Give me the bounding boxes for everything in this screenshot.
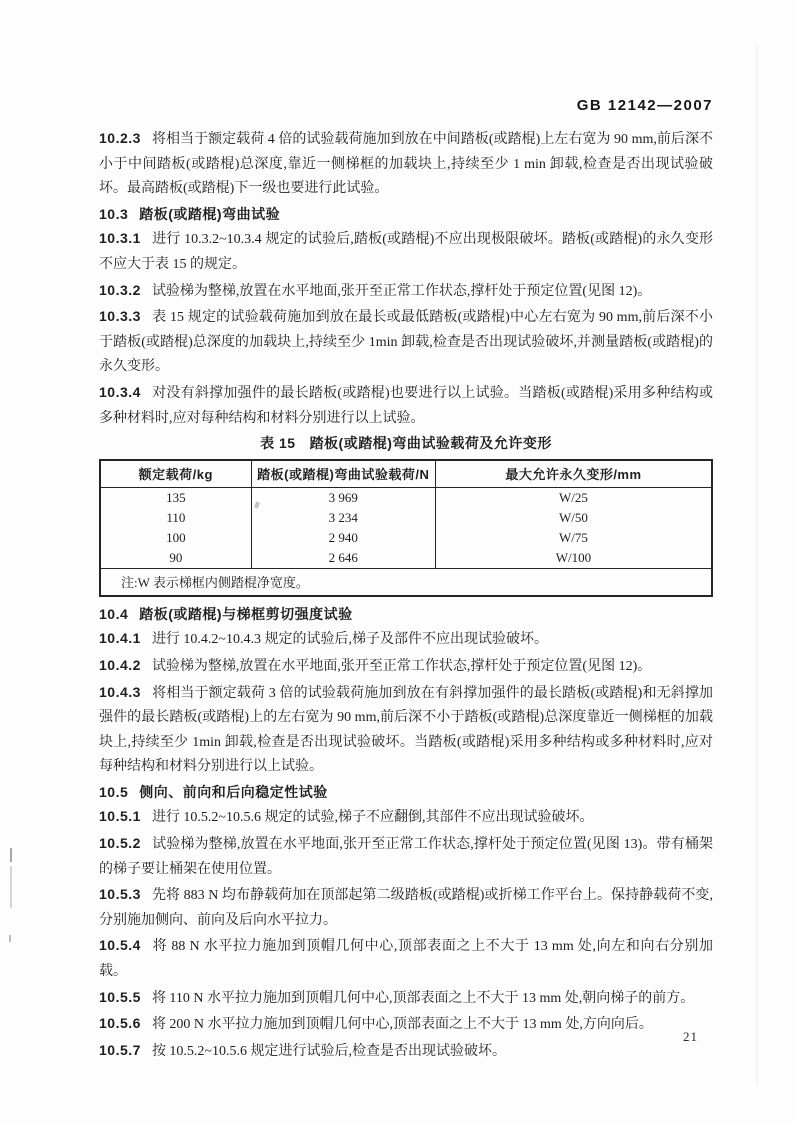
col-header-rated-load: 额定载荷/kg [100,460,251,488]
cell-test-load: 2 940 [251,528,435,548]
clause-10-5-7 [99,1038,713,1065]
clause-10-4-3 [99,680,713,780]
cell-deformation: W/25 [435,487,712,508]
clause-10-3-1 [99,226,713,277]
col-header-max-permanent-deformation: 最大允许永久变形/mm [435,460,712,488]
scan-artifact [756,45,758,1085]
clause-text: 对没有斜撑加强件的最长踏板(或踏棍)也要进行以上试验。当踏板(或踏棍)采用多种结构或多种材料时,应对每种结构和材料分别进行以上试验。 [99,385,713,426]
clause-number: 10.3.2 [99,281,141,298]
clause-10-3-3 [99,304,713,380]
clause-10-5-2 [99,831,713,882]
clause-number: 10.4.2 [99,656,141,673]
table-15 [99,459,713,597]
standard-number: GB 12142—2007 [576,97,713,114]
clause-text: 将相当于额定载荷 3 倍的试验载荷施加到放在有斜撑加强件的最长踏板(或踏棍)和无斜撑加强件的最长踏板(或踏棍)上的左右宽为 90 mm,前后深不小于踏板(或踏棍)总深度靠近一侧梯框的加载块上,持续至少 1min 卸载,检查是否出现试验破坏。当踏板(或踏棍)采用多种结构或多种材料时,应对每种结构和材料分别进行以上试验。 [99,685,713,775]
clause-10-5-3 [99,882,713,933]
cell-deformation: W/75 [435,528,712,548]
table-row [100,528,712,548]
clause-10-3-2 [99,278,713,305]
table-row [100,548,712,569]
cell-deformation: W/50 [435,508,712,528]
clause-text: 进行 10.5.2~10.5.6 规定的试验,梯子不应翻倒,其部件不应出现试验破坏。 [151,810,594,826]
scan-artifact [10,848,12,862]
heading-10-3 [99,202,713,227]
page-number: 21 [683,1029,698,1044]
table-row [100,508,712,528]
heading-10-4 [99,602,713,627]
clause-text: 先将 883 N 均布静载荷加在顶部起第二级踏板(或踏棍)或折梯工作平台上。保持静载荷不变,分别施加侧向、前向及后向水平拉力。 [99,888,713,928]
clause-number: 10.5.2 [99,835,141,852]
clause-text: 试验梯为整梯,放置在水平地面,张开至正常工作状态,撑杆处于预定位置(见图 12)。 [151,658,652,674]
cell-rated-load: 100 [100,528,251,548]
clause-number: 10.3 [99,205,129,222]
clause-text: 将 88 N 水平拉力施加到顶帽几何中心,顶部表面之上不大于 13 mm 处,向左和向右分别加载。 [99,939,713,980]
clause-text: 进行 10.4.2~10.4.3 规定的试验后,梯子及部件不应出现试验破坏。 [151,632,549,648]
clause-text: 将 110 N 水平拉力施加到顶帽几何中心,顶部表面之上不大于 13 mm 处,朝向梯子的前方。 [151,990,695,1006]
clause-text: 将相当于额定载荷 4 倍的试验载荷施加到放在中间踏板(或踏棍)上左右宽为 90 mm,前后深不小于中间踏板(或踏棍)总深度,靠近一侧梯框的加载块上,持续至少 1 min 卸载,检查是否出现试验破坏。最高踏板(或踏棍)下一级也要进行此试验。 [99,132,713,197]
scan-artifact [10,866,12,908]
clause-number: 10.4 [99,605,129,622]
clause-number: 10.5.6 [99,1015,141,1032]
scan-artifact [9,935,11,942]
clause-text: 进行 10.3.2~10.3.4 规定的试验后,踏板(或踏棍)不应出现极限破坏。踏板(或踏棍)的永久变形不应大于表 15 的规定。 [99,232,713,272]
cell-rated-load: 110 [100,508,251,528]
table-row [100,487,712,508]
table-note-row [100,568,712,596]
heading-text: 踏板(或踏棍)与梯框剪切强度试验 [139,605,353,622]
clause-10-4-1 [99,626,713,653]
clause-number: 10.5 [99,783,129,800]
clause-number: 10.3.1 [99,230,141,247]
table-header-row [100,460,712,488]
clause-number: 10.3.4 [99,383,141,400]
clause-10-5-5 [99,985,713,1012]
heading-text: 踏板(或踏棍)弯曲试验 [139,205,281,222]
table-caption-label: 表 15 [260,435,296,452]
cell-test-load: 2 646 [251,548,435,569]
cell-test-load: 3 234 [251,508,435,528]
clause-10-2-3 [99,126,713,202]
clause-number: 10.5.3 [99,886,141,903]
table-15-block [99,431,713,597]
cell-test-load: 3 969 [251,487,435,508]
cell-rated-load: 90 [100,548,251,569]
clause-text: 试验梯为整梯,放置在水平地面,张开至正常工作状态,撑杆处于预定位置(见图 12)。 [151,283,652,299]
heading-text: 侧向、前向和后向稳定性试验 [139,783,328,800]
col-header-bend-test-load: 踏板(或踏棍)弯曲试验载荷/N [251,460,435,488]
clause-number: 10.3.3 [99,308,141,325]
clause-number: 10.5.1 [99,808,141,825]
clause-number: 10.5.7 [99,1041,141,1058]
clause-number: 10.4.3 [99,683,141,700]
clause-10-4-2 [99,653,713,680]
cell-deformation: W/100 [435,548,712,569]
clause-number: 10.2.3 [99,130,141,146]
clause-text: 表 15 规定的试验载荷施加到放在最长或最低踏板(或踏棍)中心左右宽为 90 mm,前后深不小于踏板(或踏棍)总深度的加载块上,持续至少 1min 卸载,检查是否出现试验破坏,并测量踏板(或踏棍)的永久变形。 [99,310,713,375]
clause-10-3-4 [99,380,713,431]
clause-text: 按 10.5.2~10.5.6 规定进行试验后,检查是否出现试验破坏。 [151,1043,507,1059]
clause-10-5-1 [99,804,713,831]
clause-10-5-6 [99,1011,713,1038]
table-15-caption [99,431,713,456]
clause-number: 10.5.5 [99,988,141,1005]
heading-10-5 [99,780,713,805]
clause-text: 试验梯为整梯,放置在水平地面,张开至正常工作状态,撑杆处于预定位置(见图 13)。带有桶架的梯子要让桶架在使用位置。 [99,837,713,877]
table-note: 注:W 表示梯框内侧踏棍净宽度。 [100,568,712,596]
page-content [99,126,713,1064]
clause-text: 将 200 N 水平拉力施加到顶帽几何中心,顶部表面之上不大于 13 mm 处,方向向后。 [151,1017,653,1033]
cell-rated-load: 135 [100,487,251,508]
table-caption-text: 踏板(或踏棍)弯曲试验载荷及允许变形 [309,435,552,452]
clause-number: 10.5.4 [99,937,141,954]
clause-10-5-4 [99,933,713,984]
clause-number: 10.4.1 [99,630,141,647]
